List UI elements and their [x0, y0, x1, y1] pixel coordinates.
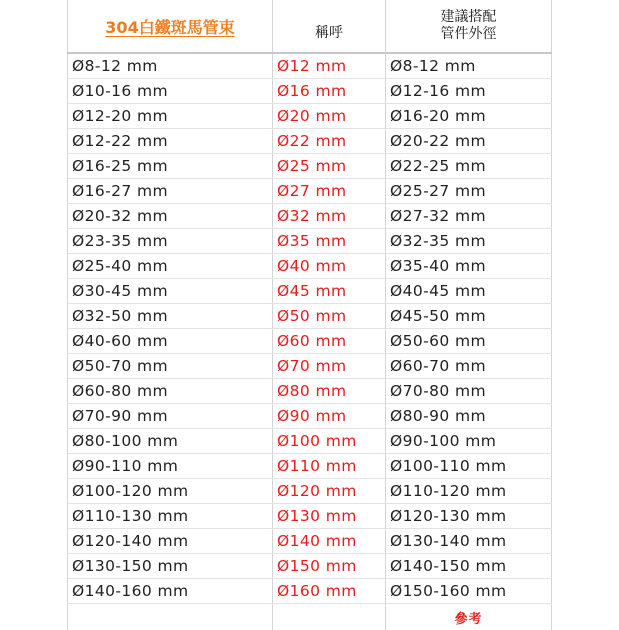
- table-row: [68, 79, 552, 104]
- cell-nominal-size: Ø160 mm: [273, 579, 386, 604]
- cell-pipe-diameter: Ø60-70 mm: [386, 354, 552, 379]
- table-footer-row: [68, 604, 552, 630]
- cell-nominal-size: Ø16 mm: [273, 79, 386, 104]
- table-row: [68, 379, 552, 404]
- cell-clamp-range: Ø25-40 mm: [68, 254, 273, 279]
- clamp-size-table: [67, 0, 552, 630]
- table-row: [68, 279, 552, 304]
- cell-pipe-diameter: Ø27-32 mm: [386, 204, 552, 229]
- table-row: [68, 53, 552, 79]
- cell-clamp-range: Ø23-35 mm: [68, 229, 273, 254]
- cell-nominal-size: Ø22 mm: [273, 129, 386, 154]
- reference-note: 參考: [386, 604, 552, 630]
- cell-clamp-range: Ø100-120 mm: [68, 479, 273, 504]
- cell-nominal-size: Ø110 mm: [273, 454, 386, 479]
- cell-clamp-range: Ø130-150 mm: [68, 554, 273, 579]
- table-row: [68, 529, 552, 554]
- table-row: [68, 579, 552, 604]
- table-row: [68, 154, 552, 179]
- cell-nominal-size: Ø32 mm: [273, 204, 386, 229]
- cell-pipe-diameter: Ø8-12 mm: [386, 53, 552, 79]
- cell-clamp-range: Ø50-70 mm: [68, 354, 273, 379]
- cell-nominal-size: Ø12 mm: [273, 53, 386, 79]
- table-row: [68, 304, 552, 329]
- column-header-pipe-line1: 建議搭配: [386, 9, 551, 26]
- table-row: [68, 404, 552, 429]
- table-row: [68, 354, 552, 379]
- product-title: 304白鐵斑馬管束: [68, 0, 273, 53]
- table-row: [68, 179, 552, 204]
- cell-nominal-size: Ø45 mm: [273, 279, 386, 304]
- cell-clamp-range: Ø16-25 mm: [68, 154, 273, 179]
- cell-nominal-size: Ø27 mm: [273, 179, 386, 204]
- cell-pipe-diameter: Ø35-40 mm: [386, 254, 552, 279]
- cell-pipe-diameter: Ø70-80 mm: [386, 379, 552, 404]
- table-row: [68, 229, 552, 254]
- table-body: [68, 53, 552, 604]
- cell-pipe-diameter: Ø32-35 mm: [386, 229, 552, 254]
- spec-sheet: [67, 0, 551, 619]
- cell-clamp-range: Ø110-130 mm: [68, 504, 273, 529]
- column-header-pipe-diameter: [386, 0, 552, 53]
- cell-nominal-size: Ø80 mm: [273, 379, 386, 404]
- cell-clamp-range: Ø60-80 mm: [68, 379, 273, 404]
- cell-nominal-size: Ø100 mm: [273, 429, 386, 454]
- cell-clamp-range: Ø120-140 mm: [68, 529, 273, 554]
- cell-pipe-diameter: Ø100-110 mm: [386, 454, 552, 479]
- cell-pipe-diameter: Ø16-20 mm: [386, 104, 552, 129]
- cell-clamp-range: Ø32-50 mm: [68, 304, 273, 329]
- cell-pipe-diameter: Ø45-50 mm: [386, 304, 552, 329]
- table-row: [68, 204, 552, 229]
- cell-clamp-range: Ø20-32 mm: [68, 204, 273, 229]
- cell-nominal-size: Ø40 mm: [273, 254, 386, 279]
- table-row: [68, 104, 552, 129]
- cell-pipe-diameter: Ø150-160 mm: [386, 579, 552, 604]
- table-row: [68, 254, 552, 279]
- cell-clamp-range: Ø80-100 mm: [68, 429, 273, 454]
- cell-clamp-range: Ø12-22 mm: [68, 129, 273, 154]
- cell-clamp-range: Ø70-90 mm: [68, 404, 273, 429]
- cell-pipe-diameter: Ø90-100 mm: [386, 429, 552, 454]
- cell-pipe-diameter: Ø22-25 mm: [386, 154, 552, 179]
- cell-clamp-range: Ø8-12 mm: [68, 53, 273, 79]
- cell-nominal-size: Ø90 mm: [273, 404, 386, 429]
- cell-clamp-range: Ø90-110 mm: [68, 454, 273, 479]
- table-row: [68, 504, 552, 529]
- cell-nominal-size: Ø35 mm: [273, 229, 386, 254]
- cell-clamp-range: Ø12-20 mm: [68, 104, 273, 129]
- table-row: [68, 554, 552, 579]
- cell-clamp-range: Ø140-160 mm: [68, 579, 273, 604]
- cell-nominal-size: Ø25 mm: [273, 154, 386, 179]
- cell-clamp-range: Ø16-27 mm: [68, 179, 273, 204]
- table-row: [68, 329, 552, 354]
- cell-pipe-diameter: Ø120-130 mm: [386, 504, 552, 529]
- table-header-row: [68, 0, 552, 53]
- footer-cell-empty: [273, 604, 386, 630]
- cell-pipe-diameter: Ø50-60 mm: [386, 329, 552, 354]
- cell-nominal-size: Ø50 mm: [273, 304, 386, 329]
- cell-pipe-diameter: Ø80-90 mm: [386, 404, 552, 429]
- table-row: [68, 129, 552, 154]
- cell-clamp-range: Ø30-45 mm: [68, 279, 273, 304]
- cell-pipe-diameter: Ø40-45 mm: [386, 279, 552, 304]
- cell-pipe-diameter: Ø140-150 mm: [386, 554, 552, 579]
- column-header-pipe-line2: 管件外徑: [386, 26, 551, 43]
- cell-pipe-diameter: Ø12-16 mm: [386, 79, 552, 104]
- cell-nominal-size: Ø120 mm: [273, 479, 386, 504]
- cell-pipe-diameter: Ø25-27 mm: [386, 179, 552, 204]
- cell-pipe-diameter: Ø20-22 mm: [386, 129, 552, 154]
- cell-nominal-size: Ø130 mm: [273, 504, 386, 529]
- table-row: [68, 454, 552, 479]
- cell-nominal-size: Ø20 mm: [273, 104, 386, 129]
- cell-nominal-size: Ø140 mm: [273, 529, 386, 554]
- table-row: [68, 429, 552, 454]
- table-row: [68, 479, 552, 504]
- column-header-nominal: 稱呼: [273, 0, 386, 53]
- cell-nominal-size: Ø60 mm: [273, 329, 386, 354]
- cell-pipe-diameter: Ø130-140 mm: [386, 529, 552, 554]
- footer-cell-empty: [68, 604, 273, 630]
- cell-pipe-diameter: Ø110-120 mm: [386, 479, 552, 504]
- cell-nominal-size: Ø70 mm: [273, 354, 386, 379]
- cell-clamp-range: Ø10-16 mm: [68, 79, 273, 104]
- cell-clamp-range: Ø40-60 mm: [68, 329, 273, 354]
- cell-nominal-size: Ø150 mm: [273, 554, 386, 579]
